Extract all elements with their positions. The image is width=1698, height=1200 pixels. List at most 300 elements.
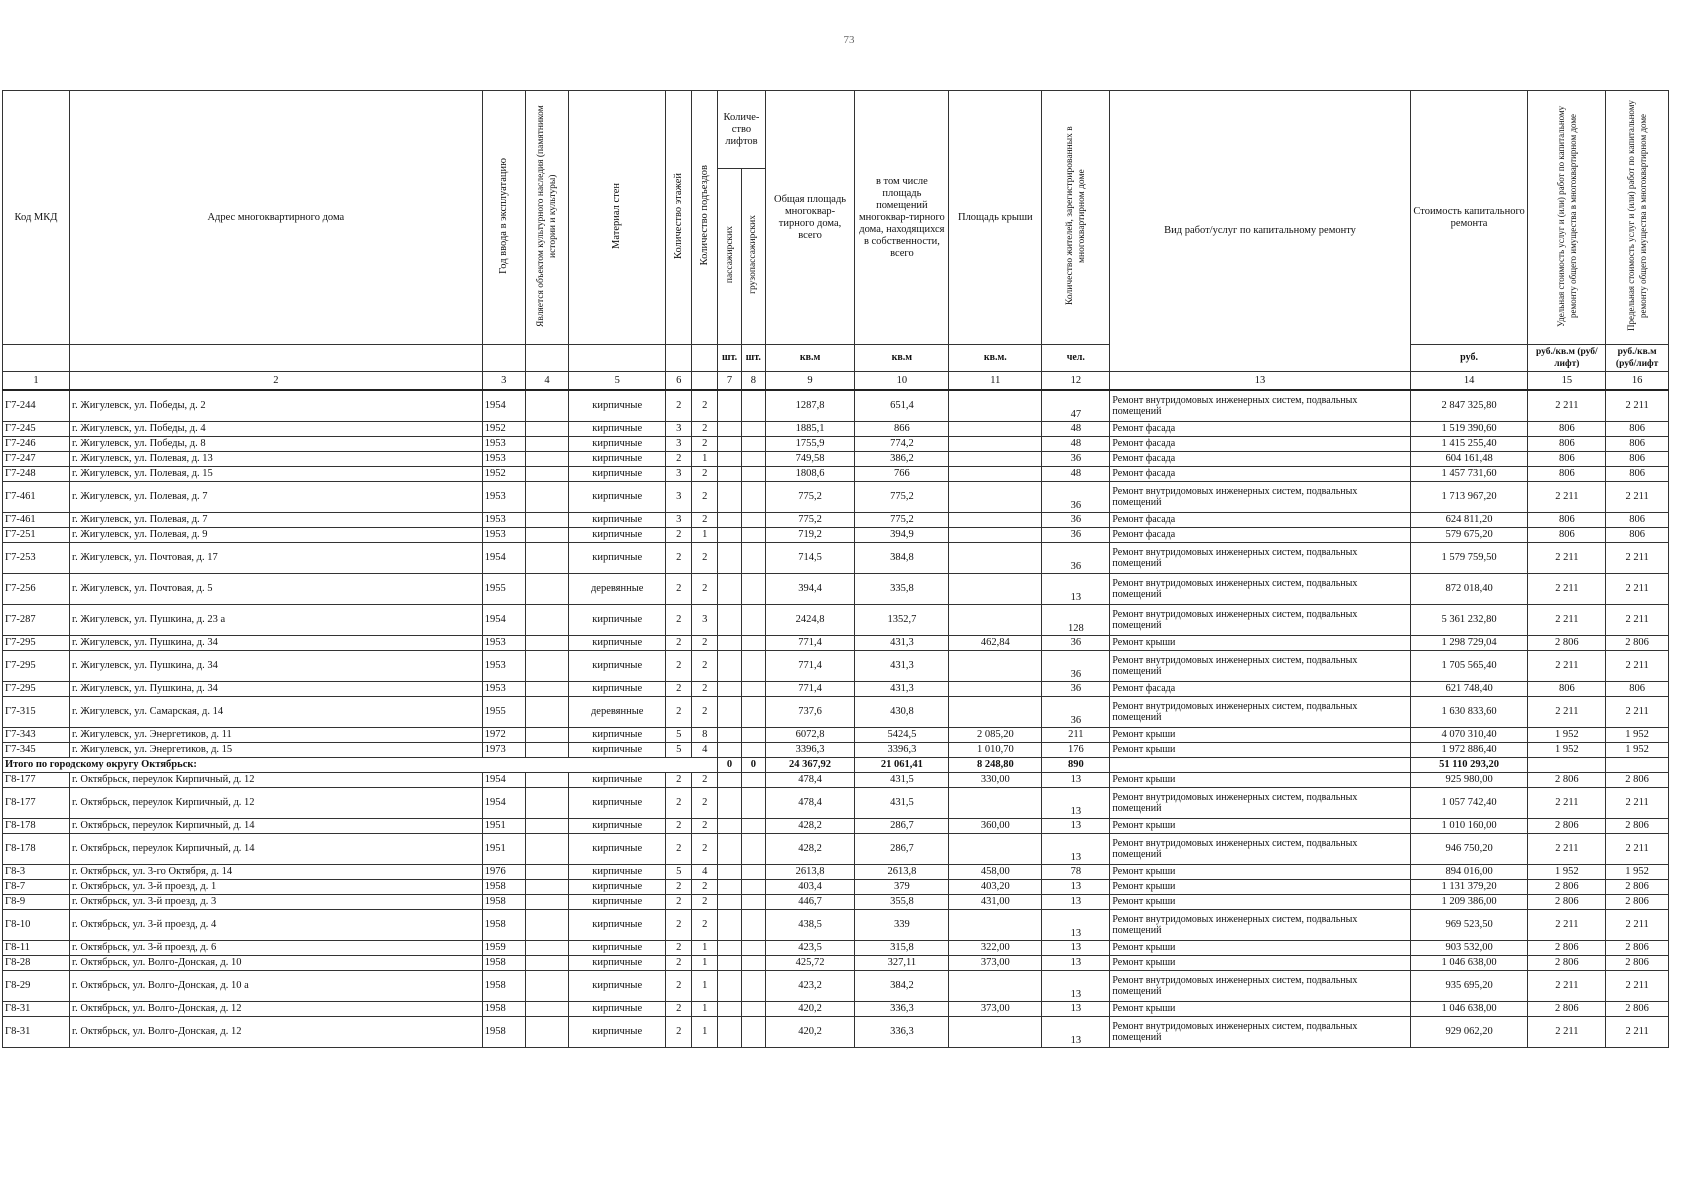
cell-code: Г8-10 bbox=[3, 909, 70, 940]
cell-year: 1954 bbox=[482, 787, 525, 818]
cell-year: 1955 bbox=[482, 696, 525, 727]
cell-address: г. Октябрьск, ул. Волго-Донская, д. 12 bbox=[69, 1016, 482, 1047]
cell-owned-area: 355,8 bbox=[855, 894, 949, 909]
cell-wall-material: кирпичные bbox=[569, 466, 666, 481]
cell-owned-area: 339 bbox=[855, 909, 949, 940]
cell-unit-cost: 2 211 bbox=[1528, 696, 1606, 727]
header-work-type: Вид работ/услуг по капитальному ремонту bbox=[1110, 91, 1410, 372]
cell-passenger-lifts bbox=[718, 542, 742, 573]
cell-address: г. Жигулевск, ул. Энергетиков, д. 11 bbox=[69, 727, 482, 742]
cell-work-type: Ремонт крыши bbox=[1110, 894, 1410, 909]
cell-wall-material: деревянные bbox=[569, 573, 666, 604]
unit-pcs: шт. bbox=[741, 345, 765, 372]
cell-max-cost: 2 211 bbox=[1606, 787, 1669, 818]
cell-repair-cost: 969 523,50 bbox=[1410, 909, 1528, 940]
cell-passenger-lifts bbox=[718, 909, 742, 940]
cell-max-cost: 806 bbox=[1606, 681, 1669, 696]
cell-repair-cost: 872 018,40 bbox=[1410, 573, 1528, 604]
cell-code: Г7-256 bbox=[3, 573, 70, 604]
cell-entrances: 2 bbox=[692, 909, 718, 940]
table-row bbox=[3, 527, 1669, 542]
subtotal-max-cost bbox=[1606, 757, 1669, 772]
cell-unit-cost: 2 211 bbox=[1528, 542, 1606, 573]
cell-freight-lifts bbox=[741, 512, 765, 527]
subtotal-roof-area: 8 248,80 bbox=[949, 757, 1042, 772]
cell-heritage bbox=[525, 909, 568, 940]
cell-unit-cost: 2 211 bbox=[1528, 573, 1606, 604]
cell-unit-cost: 2 211 bbox=[1528, 604, 1606, 635]
cell-work-type: Ремонт крыши bbox=[1110, 772, 1410, 787]
cell-code: Г7-295 bbox=[3, 681, 70, 696]
cell-total-area: 2424,8 bbox=[765, 604, 855, 635]
cell-total-area: 6072,8 bbox=[765, 727, 855, 742]
cell-work-type: Ремонт крыши bbox=[1110, 818, 1410, 833]
cell-freight-lifts bbox=[741, 390, 765, 421]
cell-address: г. Октябрьск, переулок Кирпичный, д. 14 bbox=[69, 833, 482, 864]
cell-roof-area bbox=[949, 573, 1042, 604]
cell-roof-area bbox=[949, 681, 1042, 696]
cell-max-cost: 2 806 bbox=[1606, 772, 1669, 787]
cell-address: г. Октябрьск, ул. 3-й проезд, д. 3 bbox=[69, 894, 482, 909]
cell-wall-material: кирпичные bbox=[569, 818, 666, 833]
unit-persons: чел. bbox=[1042, 345, 1110, 372]
cell-address: г. Жигулевск, ул. Полевая, д. 9 bbox=[69, 527, 482, 542]
cell-freight-lifts bbox=[741, 481, 765, 512]
cell-work-type: Ремонт внутридомовых инженерных систем, подвальных помещений bbox=[1110, 1016, 1410, 1047]
cell-residents: 13 bbox=[1042, 573, 1110, 604]
cell-owned-area: 775,2 bbox=[855, 512, 949, 527]
table-row bbox=[3, 451, 1669, 466]
cell-year: 1954 bbox=[482, 772, 525, 787]
cell-floors: 2 bbox=[666, 772, 692, 787]
cell-year: 1953 bbox=[482, 512, 525, 527]
cell-year: 1954 bbox=[482, 542, 525, 573]
cell-heritage bbox=[525, 772, 568, 787]
cell-wall-material: кирпичные bbox=[569, 542, 666, 573]
cell-total-area: 3396,3 bbox=[765, 742, 855, 757]
column-number: 12 bbox=[1042, 372, 1110, 391]
cell-unit-cost: 806 bbox=[1528, 466, 1606, 481]
unit-rub-sqm: руб./кв.м (руб/лифт) bbox=[1528, 345, 1606, 372]
cell-roof-area bbox=[949, 604, 1042, 635]
cell-max-cost: 2 806 bbox=[1606, 879, 1669, 894]
cell-wall-material: кирпичные bbox=[569, 970, 666, 1001]
cell-owned-area: 335,8 bbox=[855, 573, 949, 604]
cell-max-cost: 806 bbox=[1606, 436, 1669, 451]
cell-repair-cost: 624 811,20 bbox=[1410, 512, 1528, 527]
column-number: 11 bbox=[949, 372, 1042, 391]
cell-heritage bbox=[525, 864, 568, 879]
cell-entrances: 2 bbox=[692, 390, 718, 421]
cell-unit-cost: 806 bbox=[1528, 681, 1606, 696]
table-row bbox=[3, 466, 1669, 481]
cell-residents: 13 bbox=[1042, 1001, 1110, 1016]
cell-address: г. Октябрьск, ул. 3-й проезд, д. 1 bbox=[69, 879, 482, 894]
cell-code: Г7-245 bbox=[3, 421, 70, 436]
header-repair-cost: Стоимость капитального ремонта bbox=[1410, 91, 1528, 345]
cell-max-cost: 2 211 bbox=[1606, 481, 1669, 512]
cell-max-cost: 806 bbox=[1606, 466, 1669, 481]
cell-entrances: 2 bbox=[692, 681, 718, 696]
cell-freight-lifts bbox=[741, 421, 765, 436]
cell-passenger-lifts bbox=[718, 833, 742, 864]
cell-work-type: Ремонт внутридомовых инженерных систем, подвальных помещений bbox=[1110, 833, 1410, 864]
header-unit-cost: Удельная стоимость услуг и (или) работ по капитальному ремонту общего имущества в многоквартирном доме bbox=[1528, 91, 1606, 345]
cell-freight-lifts bbox=[741, 894, 765, 909]
cell-repair-cost: 929 062,20 bbox=[1410, 1016, 1528, 1047]
table-row bbox=[3, 436, 1669, 451]
cell-total-area: 749,58 bbox=[765, 451, 855, 466]
cell-owned-area: 1352,7 bbox=[855, 604, 949, 635]
cell-floors: 2 bbox=[666, 879, 692, 894]
cell-work-type: Ремонт фасада bbox=[1110, 512, 1410, 527]
cell-floors: 2 bbox=[666, 573, 692, 604]
unit-pcs: шт. bbox=[718, 345, 742, 372]
cell-entrances: 1 bbox=[692, 940, 718, 955]
cell-code: Г7-345 bbox=[3, 742, 70, 757]
cell-repair-cost: 1 010 160,00 bbox=[1410, 818, 1528, 833]
cell-year: 1955 bbox=[482, 573, 525, 604]
table-row bbox=[3, 681, 1669, 696]
cell-owned-area: 2613,8 bbox=[855, 864, 949, 879]
cell-year: 1959 bbox=[482, 940, 525, 955]
table-row bbox=[3, 833, 1669, 864]
cell-year: 1954 bbox=[482, 604, 525, 635]
cell-total-area: 425,72 bbox=[765, 955, 855, 970]
cell-code: Г7-461 bbox=[3, 481, 70, 512]
cell-floors: 2 bbox=[666, 909, 692, 940]
cell-work-type: Ремонт внутридомовых инженерных систем, подвальных помещений bbox=[1110, 650, 1410, 681]
cell-roof-area bbox=[949, 527, 1042, 542]
cell-year: 1973 bbox=[482, 742, 525, 757]
cell-year: 1953 bbox=[482, 436, 525, 451]
cell-address: г. Октябрьск, ул. 3-й проезд, д. 6 bbox=[69, 940, 482, 955]
cell-total-area: 423,2 bbox=[765, 970, 855, 1001]
cell-work-type: Ремонт крыши bbox=[1110, 864, 1410, 879]
column-number: 9 bbox=[765, 372, 855, 391]
cell-repair-cost: 1 415 255,40 bbox=[1410, 436, 1528, 451]
cell-unit-cost: 2 211 bbox=[1528, 390, 1606, 421]
cell-unit-cost: 2 806 bbox=[1528, 879, 1606, 894]
cell-work-type: Ремонт крыши bbox=[1110, 635, 1410, 650]
cell-residents: 36 bbox=[1042, 681, 1110, 696]
cell-work-type: Ремонт внутридомовых инженерных систем, подвальных помещений bbox=[1110, 787, 1410, 818]
cell-address: г. Жигулевск, ул. Победы, д. 8 bbox=[69, 436, 482, 451]
cell-repair-cost: 1 046 638,00 bbox=[1410, 955, 1528, 970]
cell-entrances: 3 bbox=[692, 604, 718, 635]
cell-entrances: 2 bbox=[692, 436, 718, 451]
table-row bbox=[3, 390, 1669, 421]
cell-code: Г7-247 bbox=[3, 451, 70, 466]
cell-passenger-lifts bbox=[718, 635, 742, 650]
cell-unit-cost: 806 bbox=[1528, 436, 1606, 451]
cell-roof-area: 322,00 bbox=[949, 940, 1042, 955]
cell-address: г. Жигулевск, ул. Победы, д. 4 bbox=[69, 421, 482, 436]
cell-wall-material: кирпичные bbox=[569, 879, 666, 894]
cell-repair-cost: 925 980,00 bbox=[1410, 772, 1528, 787]
cell-passenger-lifts bbox=[718, 466, 742, 481]
table-row bbox=[3, 650, 1669, 681]
cell-entrances: 1 bbox=[692, 451, 718, 466]
cell-passenger-lifts bbox=[718, 955, 742, 970]
cell-floors: 3 bbox=[666, 512, 692, 527]
cell-heritage bbox=[525, 527, 568, 542]
cell-total-area: 2613,8 bbox=[765, 864, 855, 879]
cell-total-area: 438,5 bbox=[765, 909, 855, 940]
cell-wall-material: кирпичные bbox=[569, 1016, 666, 1047]
cell-repair-cost: 1 457 731,60 bbox=[1410, 466, 1528, 481]
cell-entrances: 2 bbox=[692, 787, 718, 818]
cell-floors: 3 bbox=[666, 466, 692, 481]
cell-floors: 3 bbox=[666, 421, 692, 436]
cell-code: Г7-295 bbox=[3, 635, 70, 650]
cell-roof-area bbox=[949, 650, 1042, 681]
cell-max-cost: 2 211 bbox=[1606, 390, 1669, 421]
units-cell bbox=[69, 345, 482, 372]
cell-repair-cost: 1 298 729,04 bbox=[1410, 635, 1528, 650]
table-row bbox=[3, 635, 1669, 650]
unit-sqm: кв.м. bbox=[949, 345, 1042, 372]
table-row bbox=[3, 742, 1669, 757]
cell-unit-cost: 2 211 bbox=[1528, 1016, 1606, 1047]
cell-entrances: 4 bbox=[692, 864, 718, 879]
cell-address: г. Жигулевск, ул. Пушкина, д. 34 bbox=[69, 681, 482, 696]
column-number: 7 bbox=[718, 372, 742, 391]
cell-wall-material: кирпичные bbox=[569, 772, 666, 787]
cell-heritage bbox=[525, 727, 568, 742]
cell-entrances: 4 bbox=[692, 742, 718, 757]
table-row bbox=[3, 879, 1669, 894]
cell-heritage bbox=[525, 955, 568, 970]
cell-residents: 48 bbox=[1042, 421, 1110, 436]
subtotal-row bbox=[3, 757, 1669, 772]
cell-roof-area: 403,20 bbox=[949, 879, 1042, 894]
cell-year: 1951 bbox=[482, 818, 525, 833]
header-max-cost: Предельная стоимость услуг и (или) работ по капитальному ремонту общего имущества в многоквартирном доме bbox=[1606, 91, 1669, 345]
cell-owned-area: 431,3 bbox=[855, 650, 949, 681]
cell-heritage bbox=[525, 894, 568, 909]
cell-owned-area: 286,7 bbox=[855, 818, 949, 833]
page-number: 73 bbox=[843, 34, 855, 46]
units-cell bbox=[666, 345, 692, 372]
cell-heritage bbox=[525, 742, 568, 757]
cell-repair-cost: 4 070 310,40 bbox=[1410, 727, 1528, 742]
cell-floors: 3 bbox=[666, 436, 692, 451]
cell-passenger-lifts bbox=[718, 940, 742, 955]
cell-total-area: 423,5 bbox=[765, 940, 855, 955]
cell-owned-area: 431,5 bbox=[855, 772, 949, 787]
cell-max-cost: 2 806 bbox=[1606, 894, 1669, 909]
cell-entrances: 8 bbox=[692, 727, 718, 742]
cell-max-cost: 806 bbox=[1606, 512, 1669, 527]
header-owned-area: в том числе площадь помещений многоквар-тирного дома, находящихся в собственности, всего bbox=[855, 91, 949, 345]
cell-freight-lifts bbox=[741, 864, 765, 879]
cell-address: г. Октябрьск, переулок Кирпичный, д. 14 bbox=[69, 818, 482, 833]
cell-passenger-lifts bbox=[718, 894, 742, 909]
cell-work-type: Ремонт крыши bbox=[1110, 955, 1410, 970]
cell-total-area: 737,6 bbox=[765, 696, 855, 727]
cell-freight-lifts bbox=[741, 696, 765, 727]
cell-freight-lifts bbox=[741, 527, 765, 542]
cell-floors: 2 bbox=[666, 681, 692, 696]
cell-owned-area: 315,8 bbox=[855, 940, 949, 955]
cell-residents: 211 bbox=[1042, 727, 1110, 742]
cell-unit-cost: 2 211 bbox=[1528, 970, 1606, 1001]
units-cell bbox=[569, 345, 666, 372]
cell-floors: 2 bbox=[666, 955, 692, 970]
cell-floors: 5 bbox=[666, 864, 692, 879]
cell-floors: 2 bbox=[666, 1001, 692, 1016]
cell-work-type: Ремонт фасада bbox=[1110, 466, 1410, 481]
cell-code: Г7-251 bbox=[3, 527, 70, 542]
cell-passenger-lifts bbox=[718, 787, 742, 818]
cell-year: 1958 bbox=[482, 909, 525, 940]
subtotal-owned-area: 21 061,41 bbox=[855, 757, 949, 772]
cell-passenger-lifts bbox=[718, 696, 742, 727]
cell-roof-area bbox=[949, 390, 1042, 421]
cell-code: Г8-28 bbox=[3, 955, 70, 970]
cell-total-area: 394,4 bbox=[765, 573, 855, 604]
subtotal-cost: 51 110 293,20 bbox=[1410, 757, 1528, 772]
cell-heritage bbox=[525, 1001, 568, 1016]
cell-wall-material: кирпичные bbox=[569, 481, 666, 512]
header-passenger-lifts: пассажирских bbox=[718, 169, 742, 345]
cell-passenger-lifts bbox=[718, 772, 742, 787]
cell-freight-lifts bbox=[741, 635, 765, 650]
cell-entrances: 2 bbox=[692, 894, 718, 909]
cell-max-cost: 806 bbox=[1606, 451, 1669, 466]
cell-floors: 2 bbox=[666, 696, 692, 727]
subtotal-unit-cost bbox=[1528, 757, 1606, 772]
cell-heritage bbox=[525, 604, 568, 635]
cell-residents: 13 bbox=[1042, 833, 1110, 864]
cell-year: 1958 bbox=[482, 955, 525, 970]
cell-roof-area bbox=[949, 512, 1042, 527]
cell-passenger-lifts bbox=[718, 390, 742, 421]
cell-residents: 128 bbox=[1042, 604, 1110, 635]
unit-sqm: кв.м bbox=[855, 345, 949, 372]
cell-unit-cost: 1 952 bbox=[1528, 742, 1606, 757]
column-number: 13 bbox=[1110, 372, 1410, 391]
cell-address: г. Жигулевск, ул. Победы, д. 2 bbox=[69, 390, 482, 421]
cell-freight-lifts bbox=[741, 650, 765, 681]
cell-year: 1958 bbox=[482, 1001, 525, 1016]
cell-repair-cost: 894 016,00 bbox=[1410, 864, 1528, 879]
table-row bbox=[3, 970, 1669, 1001]
units-cell bbox=[525, 345, 568, 372]
cell-total-area: 420,2 bbox=[765, 1001, 855, 1016]
header-wall-material: Материал стен bbox=[569, 91, 666, 345]
column-number: 16 bbox=[1606, 372, 1669, 391]
cell-wall-material: кирпичные bbox=[569, 864, 666, 879]
header-total-area: Общая площадь многоквар-тирного дома, всего bbox=[765, 91, 855, 345]
cell-wall-material: кирпичные bbox=[569, 955, 666, 970]
cell-owned-area: 431,5 bbox=[855, 787, 949, 818]
cell-freight-lifts bbox=[741, 451, 765, 466]
cell-wall-material: кирпичные bbox=[569, 1001, 666, 1016]
cell-residents: 13 bbox=[1042, 940, 1110, 955]
header-heritage: Является объектом культурного наследия (памятником истории и культуры) bbox=[525, 91, 568, 345]
cell-residents: 13 bbox=[1042, 970, 1110, 1001]
cell-address: г. Жигулевск, ул. Пушкина, д. 34 bbox=[69, 650, 482, 681]
cell-max-cost: 2 211 bbox=[1606, 573, 1669, 604]
unit-sqm: кв.м bbox=[765, 345, 855, 372]
cell-code: Г8-177 bbox=[3, 772, 70, 787]
cell-total-area: 771,4 bbox=[765, 681, 855, 696]
cell-floors: 2 bbox=[666, 818, 692, 833]
cell-max-cost: 2 211 bbox=[1606, 650, 1669, 681]
column-number: 2 bbox=[69, 372, 482, 391]
cell-heritage bbox=[525, 451, 568, 466]
cell-max-cost: 2 806 bbox=[1606, 955, 1669, 970]
subtotal-work-type bbox=[1110, 757, 1410, 772]
cell-wall-material: кирпичные bbox=[569, 909, 666, 940]
cell-unit-cost: 2 806 bbox=[1528, 818, 1606, 833]
subtotal-passenger-lifts: 0 bbox=[718, 757, 742, 772]
cell-repair-cost: 579 675,20 bbox=[1410, 527, 1528, 542]
cell-entrances: 1 bbox=[692, 527, 718, 542]
cell-residents: 13 bbox=[1042, 1016, 1110, 1047]
cell-heritage bbox=[525, 390, 568, 421]
cell-max-cost: 1 952 bbox=[1606, 727, 1669, 742]
cell-year: 1958 bbox=[482, 894, 525, 909]
cell-floors: 2 bbox=[666, 833, 692, 864]
cell-code: Г7-295 bbox=[3, 650, 70, 681]
cell-freight-lifts bbox=[741, 573, 765, 604]
subtotal-label: Итого по городскому округу Октябрьск: bbox=[3, 757, 718, 772]
cell-code: Г7-287 bbox=[3, 604, 70, 635]
cell-address: г. Октябрьск, ул. Волго-Донская, д. 10 а bbox=[69, 970, 482, 1001]
cell-heritage bbox=[525, 650, 568, 681]
cell-passenger-lifts bbox=[718, 650, 742, 681]
cell-roof-area bbox=[949, 696, 1042, 727]
cell-residents: 176 bbox=[1042, 742, 1110, 757]
cell-address: г. Жигулевск, ул. Энергетиков, д. 15 bbox=[69, 742, 482, 757]
cell-residents: 36 bbox=[1042, 481, 1110, 512]
cell-wall-material: кирпичные bbox=[569, 421, 666, 436]
cell-max-cost: 2 211 bbox=[1606, 542, 1669, 573]
cell-total-area: 771,4 bbox=[765, 635, 855, 650]
cell-residents: 47 bbox=[1042, 390, 1110, 421]
cell-freight-lifts bbox=[741, 955, 765, 970]
table-row bbox=[3, 542, 1669, 573]
table-row bbox=[3, 573, 1669, 604]
cell-residents: 13 bbox=[1042, 955, 1110, 970]
cell-unit-cost: 2 211 bbox=[1528, 787, 1606, 818]
cell-roof-area bbox=[949, 481, 1042, 512]
cell-work-type: Ремонт внутридомовых инженерных систем, подвальных помещений bbox=[1110, 696, 1410, 727]
cell-wall-material: кирпичные bbox=[569, 512, 666, 527]
cell-code: Г8-178 bbox=[3, 833, 70, 864]
cell-wall-material: кирпичные bbox=[569, 681, 666, 696]
cell-roof-area: 458,00 bbox=[949, 864, 1042, 879]
cell-roof-area bbox=[949, 542, 1042, 573]
cell-heritage bbox=[525, 466, 568, 481]
cell-floors: 2 bbox=[666, 390, 692, 421]
column-number: 15 bbox=[1528, 372, 1606, 391]
cell-address: г. Жигулевск, ул. Полевая, д. 7 bbox=[69, 481, 482, 512]
cell-max-cost: 1 952 bbox=[1606, 742, 1669, 757]
cell-owned-area: 431,3 bbox=[855, 681, 949, 696]
cell-roof-area bbox=[949, 833, 1042, 864]
cell-freight-lifts bbox=[741, 681, 765, 696]
cell-total-area: 1885,1 bbox=[765, 421, 855, 436]
cell-residents: 36 bbox=[1042, 527, 1110, 542]
table-row bbox=[3, 696, 1669, 727]
cell-owned-area: 431,3 bbox=[855, 635, 949, 650]
cell-unit-cost: 2 211 bbox=[1528, 833, 1606, 864]
header-residents: Количество жителей, зарегистрированных в многоквартирном доме bbox=[1042, 91, 1110, 345]
